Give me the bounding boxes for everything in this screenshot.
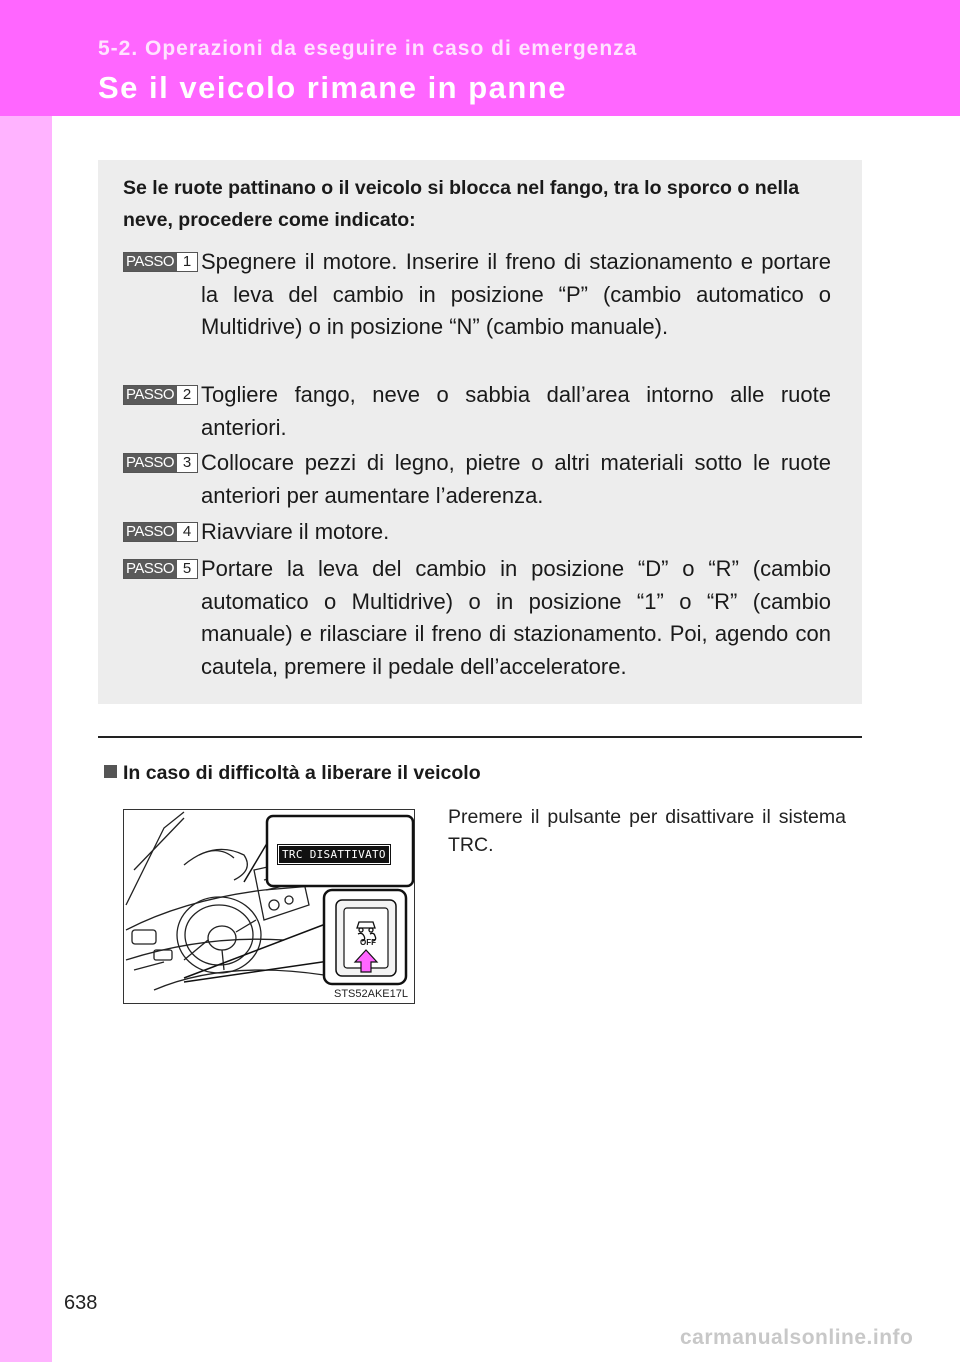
trc-off-label: OFF [360,938,376,947]
step-text: Riavviare il motore. [201,519,390,544]
step-badge [123,522,198,542]
step-3 [123,447,831,512]
step-badge-number: 3 [177,454,197,472]
step-text: Collocare pezzi di legno, pietre o altri materiali sotto le ruote anteriori per aumentare l’aderenza. [201,450,831,508]
step-badge-number: 5 [177,560,197,578]
step-badge-word: PASSO [124,560,177,578]
step-badge-word: PASSO [124,454,177,472]
step-2 [123,379,831,444]
difficulty-heading [104,762,481,785]
step-text: Portare la leva del cambio in posizione “D” o “R” (cambio automatico o Multidrive) o in posizione “1” o “R” (cambio manuale) e rilasciare il freno di stazionamento. Poi, agendo con cautela, premere il pedale dell’acceleratore. [201,556,831,679]
dashboard-drawing [124,810,414,1003]
figure-code: STS52AKE17L [334,988,408,1000]
page-title: Se il veicolo rimane in panne [98,70,568,105]
procedure-box [98,160,862,704]
step-text: Spegnere il motore. Inserire il freno di stazionamento e portare la leva del cambio in posizione “P” (cambio automatico o Multidrive) o in posizione “N” (cambio manuale). [201,249,831,339]
bullet-square-icon [104,765,117,778]
section-divider [98,736,862,738]
step-badge [123,385,198,405]
step-badge-number: 1 [177,253,197,271]
watermark: carmanualsonline.info [680,1326,914,1349]
difficulty-text: Premere il pulsante per disattivare il sistema TRC. [448,806,846,856]
side-strip [0,116,52,1362]
step-4 [123,516,831,549]
step-badge [123,453,198,473]
step-text: Togliere fango, neve o sabbia dall’area intorno alle ruote anteriori. [201,382,831,440]
step-1 [123,246,831,344]
page-header [0,0,960,116]
step-5 [123,553,831,683]
procedure-intro: Se le ruote pattinano o il veicolo si blocca nel fango, tra lo sporco o nella neve, procedere come indicato: [123,177,800,231]
step-badge-word: PASSO [124,523,177,541]
step-badge [123,559,198,579]
step-badge [123,252,198,272]
step-badge-word: PASSO [124,253,177,271]
step-badge-number: 4 [177,523,197,541]
page-number: 638 [64,1292,98,1314]
step-badge-word: PASSO [124,386,177,404]
step-badge-number: 2 [177,386,197,404]
section-label: 5-2. Operazioni da eseguire in caso di emergenza [98,37,638,60]
dashboard-illustration [123,809,415,1004]
trc-indicator-label: TRC DISATTIVATO [278,845,390,864]
difficulty-heading-text: In caso di difficoltà a liberare il veicolo [123,762,481,784]
